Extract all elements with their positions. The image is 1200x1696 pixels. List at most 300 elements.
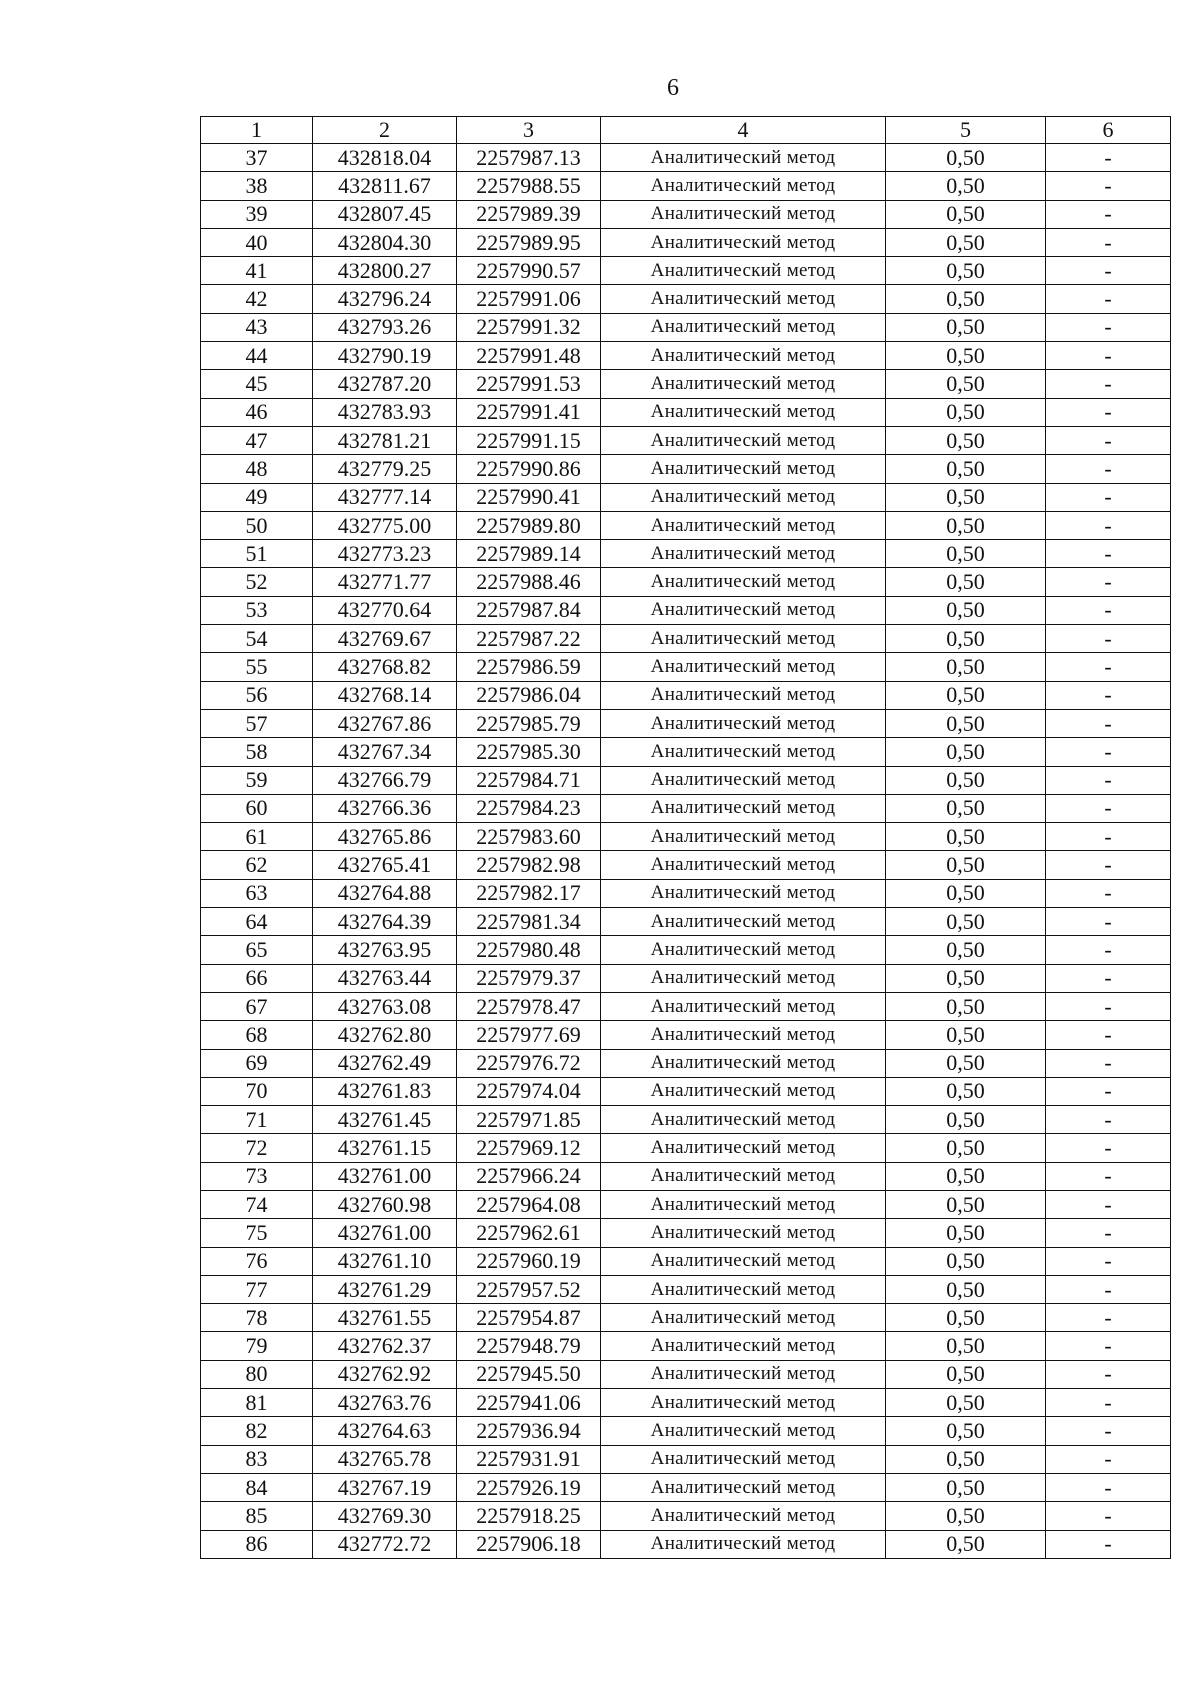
accuracy-cell: 0,50 [886, 455, 1046, 483]
y-coordinate-cell: 2257991.32 [457, 313, 601, 341]
table-row [201, 625, 1171, 653]
accuracy-cell: 0,50 [886, 426, 1046, 454]
x-coordinate-cell: 432761.10 [313, 1247, 457, 1275]
accuracy-cell: 0,50 [886, 794, 1046, 822]
x-coordinate-cell: 432765.41 [313, 851, 457, 879]
y-coordinate-cell: 2257991.15 [457, 426, 601, 454]
point-number-cell: 54 [201, 625, 313, 653]
y-coordinate-cell: 2257983.60 [457, 823, 601, 851]
accuracy-cell: 0,50 [886, 172, 1046, 200]
accuracy-cell: 0,50 [886, 625, 1046, 653]
x-coordinate-cell: 432777.14 [313, 483, 457, 511]
y-coordinate-cell: 2257957.52 [457, 1275, 601, 1303]
x-coordinate-cell: 432762.37 [313, 1332, 457, 1360]
method-cell: Аналитический метод [601, 1445, 886, 1473]
table-row [201, 1360, 1171, 1388]
x-coordinate-cell: 432761.55 [313, 1304, 457, 1332]
table-row [201, 1445, 1171, 1473]
y-coordinate-cell: 2257988.55 [457, 172, 601, 200]
note-cell: - [1046, 1134, 1171, 1162]
method-cell: Аналитический метод [601, 1304, 886, 1332]
note-cell: - [1046, 738, 1171, 766]
note-cell: - [1046, 851, 1171, 879]
point-number-cell: 85 [201, 1502, 313, 1530]
y-coordinate-cell: 2257931.91 [457, 1445, 601, 1473]
header-row [201, 117, 1171, 144]
table-body [201, 144, 1171, 1559]
note-cell: - [1046, 1106, 1171, 1134]
y-coordinate-cell: 2257982.98 [457, 851, 601, 879]
point-number-cell: 39 [201, 200, 313, 228]
accuracy-cell: 0,50 [886, 1275, 1046, 1303]
method-cell: Аналитический метод [601, 681, 886, 709]
method-cell: Аналитический метод [601, 426, 886, 454]
table-row [201, 540, 1171, 568]
y-coordinate-cell: 2257989.39 [457, 200, 601, 228]
note-cell: - [1046, 1473, 1171, 1501]
y-coordinate-cell: 2257989.95 [457, 228, 601, 256]
point-number-cell: 70 [201, 1077, 313, 1105]
x-coordinate-cell: 432764.63 [313, 1417, 457, 1445]
note-cell: - [1046, 1332, 1171, 1360]
table-row [201, 794, 1171, 822]
y-coordinate-cell: 2257954.87 [457, 1304, 601, 1332]
accuracy-cell: 0,50 [886, 823, 1046, 851]
y-coordinate-cell: 2257991.41 [457, 398, 601, 426]
x-coordinate-cell: 432781.21 [313, 426, 457, 454]
note-cell: - [1046, 1190, 1171, 1218]
point-number-cell: 67 [201, 992, 313, 1020]
note-cell: - [1046, 1162, 1171, 1190]
x-coordinate-cell: 432769.30 [313, 1502, 457, 1530]
accuracy-cell: 0,50 [886, 1502, 1046, 1530]
accuracy-cell: 0,50 [886, 1162, 1046, 1190]
y-coordinate-cell: 2257941.06 [457, 1389, 601, 1417]
accuracy-cell: 0,50 [886, 851, 1046, 879]
method-cell: Аналитический метод [601, 823, 886, 851]
y-coordinate-cell: 2257978.47 [457, 992, 601, 1020]
accuracy-cell: 0,50 [886, 964, 1046, 992]
method-cell: Аналитический метод [601, 1502, 886, 1530]
y-coordinate-cell: 2257962.61 [457, 1219, 601, 1247]
point-number-cell: 68 [201, 1021, 313, 1049]
note-cell: - [1046, 172, 1171, 200]
accuracy-cell: 0,50 [886, 144, 1046, 172]
note-cell: - [1046, 936, 1171, 964]
y-coordinate-cell: 2257976.72 [457, 1049, 601, 1077]
y-coordinate-cell: 2257986.59 [457, 653, 601, 681]
note-cell: - [1046, 370, 1171, 398]
note-cell: - [1046, 144, 1171, 172]
method-cell: Аналитический метод [601, 228, 886, 256]
accuracy-cell: 0,50 [886, 1332, 1046, 1360]
header-cell: 4 [601, 117, 886, 144]
note-cell: - [1046, 596, 1171, 624]
note-cell: - [1046, 342, 1171, 370]
point-number-cell: 76 [201, 1247, 313, 1275]
x-coordinate-cell: 432762.92 [313, 1360, 457, 1388]
point-number-cell: 38 [201, 172, 313, 200]
note-cell: - [1046, 257, 1171, 285]
point-number-cell: 62 [201, 851, 313, 879]
accuracy-cell: 0,50 [886, 709, 1046, 737]
y-coordinate-cell: 2257966.24 [457, 1162, 601, 1190]
table-row [201, 936, 1171, 964]
point-number-cell: 50 [201, 511, 313, 539]
accuracy-cell: 0,50 [886, 1304, 1046, 1332]
table-row [201, 313, 1171, 341]
y-coordinate-cell: 2257991.48 [457, 342, 601, 370]
note-cell: - [1046, 455, 1171, 483]
point-number-cell: 47 [201, 426, 313, 454]
table-row [201, 1389, 1171, 1417]
note-cell: - [1046, 1275, 1171, 1303]
x-coordinate-cell: 432766.79 [313, 766, 457, 794]
accuracy-cell: 0,50 [886, 936, 1046, 964]
method-cell: Аналитический метод [601, 200, 886, 228]
y-coordinate-cell: 2257989.80 [457, 511, 601, 539]
note-cell: - [1046, 879, 1171, 907]
method-cell: Аналитический метод [601, 455, 886, 483]
y-coordinate-cell: 2257985.79 [457, 709, 601, 737]
y-coordinate-cell: 2257991.53 [457, 370, 601, 398]
point-number-cell: 53 [201, 596, 313, 624]
table-row [201, 1304, 1171, 1332]
table-row [201, 709, 1171, 737]
table-row [201, 511, 1171, 539]
accuracy-cell: 0,50 [886, 992, 1046, 1020]
point-number-cell: 52 [201, 568, 313, 596]
header-cell: 1 [201, 117, 313, 144]
table-row [201, 1473, 1171, 1501]
table-row [201, 596, 1171, 624]
table-row [201, 455, 1171, 483]
y-coordinate-cell: 2257981.34 [457, 908, 601, 936]
y-coordinate-cell: 2257985.30 [457, 738, 601, 766]
note-cell: - [1046, 1360, 1171, 1388]
table-row [201, 144, 1171, 172]
point-number-cell: 86 [201, 1530, 313, 1558]
method-cell: Аналитический метод [601, 1049, 886, 1077]
point-number-cell: 46 [201, 398, 313, 426]
note-cell: - [1046, 1219, 1171, 1247]
point-number-cell: 58 [201, 738, 313, 766]
table-row [201, 426, 1171, 454]
accuracy-cell: 0,50 [886, 540, 1046, 568]
accuracy-cell: 0,50 [886, 228, 1046, 256]
x-coordinate-cell: 432796.24 [313, 285, 457, 313]
method-cell: Аналитический метод [601, 1021, 886, 1049]
accuracy-cell: 0,50 [886, 1360, 1046, 1388]
x-coordinate-cell: 432773.23 [313, 540, 457, 568]
point-number-cell: 78 [201, 1304, 313, 1332]
accuracy-cell: 0,50 [886, 1389, 1046, 1417]
method-cell: Аналитический метод [601, 483, 886, 511]
accuracy-cell: 0,50 [886, 568, 1046, 596]
x-coordinate-cell: 432764.39 [313, 908, 457, 936]
note-cell: - [1046, 1530, 1171, 1558]
method-cell: Аналитический метод [601, 1162, 886, 1190]
method-cell: Аналитический метод [601, 342, 886, 370]
method-cell: Аналитический метод [601, 851, 886, 879]
accuracy-cell: 0,50 [886, 681, 1046, 709]
y-coordinate-cell: 2257969.12 [457, 1134, 601, 1162]
point-number-cell: 61 [201, 823, 313, 851]
note-cell: - [1046, 1247, 1171, 1275]
y-coordinate-cell: 2257945.50 [457, 1360, 601, 1388]
method-cell: Аналитический метод [601, 1530, 886, 1558]
note-cell: - [1046, 653, 1171, 681]
method-cell: Аналитический метод [601, 653, 886, 681]
table-row [201, 483, 1171, 511]
x-coordinate-cell: 432811.67 [313, 172, 457, 200]
note-cell: - [1046, 1304, 1171, 1332]
note-cell: - [1046, 1502, 1171, 1530]
x-coordinate-cell: 432764.88 [313, 879, 457, 907]
point-number-cell: 63 [201, 879, 313, 907]
y-coordinate-cell: 2257990.57 [457, 257, 601, 285]
table-row [201, 285, 1171, 313]
point-number-cell: 71 [201, 1106, 313, 1134]
table-row [201, 370, 1171, 398]
x-coordinate-cell: 432761.29 [313, 1275, 457, 1303]
method-cell: Аналитический метод [601, 511, 886, 539]
x-coordinate-cell: 432760.98 [313, 1190, 457, 1218]
method-cell: Аналитический метод [601, 568, 886, 596]
method-cell: Аналитический метод [601, 992, 886, 1020]
point-number-cell: 84 [201, 1473, 313, 1501]
method-cell: Аналитический метод [601, 398, 886, 426]
note-cell: - [1046, 681, 1171, 709]
table-row [201, 1332, 1171, 1360]
accuracy-cell: 0,50 [886, 200, 1046, 228]
point-number-cell: 66 [201, 964, 313, 992]
method-cell: Аналитический метод [601, 285, 886, 313]
point-number-cell: 43 [201, 313, 313, 341]
x-coordinate-cell: 432763.76 [313, 1389, 457, 1417]
y-coordinate-cell: 2257971.85 [457, 1106, 601, 1134]
table-row [201, 568, 1171, 596]
x-coordinate-cell: 432761.00 [313, 1162, 457, 1190]
point-number-cell: 64 [201, 908, 313, 936]
accuracy-cell: 0,50 [886, 1134, 1046, 1162]
point-number-cell: 82 [201, 1417, 313, 1445]
accuracy-cell: 0,50 [886, 342, 1046, 370]
x-coordinate-cell: 432772.72 [313, 1530, 457, 1558]
x-coordinate-cell: 432790.19 [313, 342, 457, 370]
method-cell: Аналитический метод [601, 738, 886, 766]
method-cell: Аналитический метод [601, 794, 886, 822]
header-cell: 6 [1046, 117, 1171, 144]
method-cell: Аналитический метод [601, 1219, 886, 1247]
table-row [201, 681, 1171, 709]
point-number-cell: 59 [201, 766, 313, 794]
accuracy-cell: 0,50 [886, 1077, 1046, 1105]
accuracy-cell: 0,50 [886, 285, 1046, 313]
note-cell: - [1046, 483, 1171, 511]
y-coordinate-cell: 2257991.06 [457, 285, 601, 313]
point-number-cell: 83 [201, 1445, 313, 1473]
x-coordinate-cell: 432807.45 [313, 200, 457, 228]
x-coordinate-cell: 432771.77 [313, 568, 457, 596]
table-row [201, 1530, 1171, 1558]
accuracy-cell: 0,50 [886, 766, 1046, 794]
y-coordinate-cell: 2257936.94 [457, 1417, 601, 1445]
x-coordinate-cell: 432767.19 [313, 1473, 457, 1501]
accuracy-cell: 0,50 [886, 1530, 1046, 1558]
method-cell: Аналитический метод [601, 257, 886, 285]
note-cell: - [1046, 709, 1171, 737]
y-coordinate-cell: 2257990.86 [457, 455, 601, 483]
method-cell: Аналитический метод [601, 908, 886, 936]
note-cell: - [1046, 1021, 1171, 1049]
method-cell: Аналитический метод [601, 766, 886, 794]
method-cell: Аналитический метод [601, 1275, 886, 1303]
x-coordinate-cell: 432770.64 [313, 596, 457, 624]
method-cell: Аналитический метод [601, 625, 886, 653]
point-number-cell: 80 [201, 1360, 313, 1388]
point-number-cell: 55 [201, 653, 313, 681]
y-coordinate-cell: 2257986.04 [457, 681, 601, 709]
x-coordinate-cell: 432762.80 [313, 1021, 457, 1049]
y-coordinate-cell: 2257926.19 [457, 1473, 601, 1501]
table-row [201, 964, 1171, 992]
table-row [201, 1077, 1171, 1105]
y-coordinate-cell: 2257960.19 [457, 1247, 601, 1275]
note-cell: - [1046, 823, 1171, 851]
y-coordinate-cell: 2257988.46 [457, 568, 601, 596]
x-coordinate-cell: 432763.44 [313, 964, 457, 992]
point-number-cell: 77 [201, 1275, 313, 1303]
x-coordinate-cell: 432783.93 [313, 398, 457, 426]
x-coordinate-cell: 432793.26 [313, 313, 457, 341]
table-row [201, 1219, 1171, 1247]
x-coordinate-cell: 432768.14 [313, 681, 457, 709]
note-cell: - [1046, 964, 1171, 992]
note-cell: - [1046, 1049, 1171, 1077]
x-coordinate-cell: 432765.78 [313, 1445, 457, 1473]
x-coordinate-cell: 432767.86 [313, 709, 457, 737]
accuracy-cell: 0,50 [886, 1445, 1046, 1473]
y-coordinate-cell: 2257980.48 [457, 936, 601, 964]
table-row [201, 1134, 1171, 1162]
table-row [201, 908, 1171, 936]
y-coordinate-cell: 2257990.41 [457, 483, 601, 511]
point-number-cell: 69 [201, 1049, 313, 1077]
method-cell: Аналитический метод [601, 1473, 886, 1501]
table-row [201, 1275, 1171, 1303]
accuracy-cell: 0,50 [886, 879, 1046, 907]
x-coordinate-cell: 432761.83 [313, 1077, 457, 1105]
note-cell: - [1046, 568, 1171, 596]
x-coordinate-cell: 432766.36 [313, 794, 457, 822]
note-cell: - [1046, 426, 1171, 454]
table-row [201, 1190, 1171, 1218]
point-number-cell: 60 [201, 794, 313, 822]
note-cell: - [1046, 1389, 1171, 1417]
table-row [201, 200, 1171, 228]
x-coordinate-cell: 432762.49 [313, 1049, 457, 1077]
accuracy-cell: 0,50 [886, 313, 1046, 341]
table-row [201, 653, 1171, 681]
accuracy-cell: 0,50 [886, 596, 1046, 624]
y-coordinate-cell: 2257984.71 [457, 766, 601, 794]
table-row [201, 823, 1171, 851]
method-cell: Аналитический метод [601, 1106, 886, 1134]
x-coordinate-cell: 432779.25 [313, 455, 457, 483]
method-cell: Аналитический метод [601, 1134, 886, 1162]
point-number-cell: 40 [201, 228, 313, 256]
point-number-cell: 57 [201, 709, 313, 737]
header-cell: 2 [313, 117, 457, 144]
accuracy-cell: 0,50 [886, 398, 1046, 426]
method-cell: Аналитический метод [601, 144, 886, 172]
x-coordinate-cell: 432767.34 [313, 738, 457, 766]
y-coordinate-cell: 2257982.17 [457, 879, 601, 907]
point-number-cell: 41 [201, 257, 313, 285]
x-coordinate-cell: 432787.20 [313, 370, 457, 398]
x-coordinate-cell: 432768.82 [313, 653, 457, 681]
method-cell: Аналитический метод [601, 1077, 886, 1105]
accuracy-cell: 0,50 [886, 1190, 1046, 1218]
x-coordinate-cell: 432761.00 [313, 1219, 457, 1247]
table-row [201, 1247, 1171, 1275]
y-coordinate-cell: 2257987.13 [457, 144, 601, 172]
point-number-cell: 74 [201, 1190, 313, 1218]
note-cell: - [1046, 992, 1171, 1020]
method-cell: Аналитический метод [601, 964, 886, 992]
point-number-cell: 79 [201, 1332, 313, 1360]
y-coordinate-cell: 2257989.14 [457, 540, 601, 568]
table-row [201, 1502, 1171, 1530]
point-number-cell: 81 [201, 1389, 313, 1417]
table-row [201, 738, 1171, 766]
note-cell: - [1046, 1417, 1171, 1445]
method-cell: Аналитический метод [601, 709, 886, 737]
accuracy-cell: 0,50 [886, 1473, 1046, 1501]
note-cell: - [1046, 794, 1171, 822]
table-row [201, 992, 1171, 1020]
y-coordinate-cell: 2257984.23 [457, 794, 601, 822]
point-number-cell: 44 [201, 342, 313, 370]
method-cell: Аналитический метод [601, 1389, 886, 1417]
note-cell: - [1046, 511, 1171, 539]
table-row [201, 1049, 1171, 1077]
x-coordinate-cell: 432763.08 [313, 992, 457, 1020]
table-row [201, 228, 1171, 256]
table-row [201, 257, 1171, 285]
method-cell: Аналитический метод [601, 172, 886, 200]
x-coordinate-cell: 432769.67 [313, 625, 457, 653]
point-number-cell: 37 [201, 144, 313, 172]
accuracy-cell: 0,50 [886, 1106, 1046, 1134]
note-cell: - [1046, 1077, 1171, 1105]
method-cell: Аналитический метод [601, 1247, 886, 1275]
point-number-cell: 56 [201, 681, 313, 709]
x-coordinate-cell: 432761.45 [313, 1106, 457, 1134]
table-row [201, 172, 1171, 200]
x-coordinate-cell: 432804.30 [313, 228, 457, 256]
x-coordinate-cell: 432775.00 [313, 511, 457, 539]
point-number-cell: 51 [201, 540, 313, 568]
table-row [201, 851, 1171, 879]
accuracy-cell: 0,50 [886, 1021, 1046, 1049]
table-row [201, 1162, 1171, 1190]
note-cell: - [1046, 1445, 1171, 1473]
accuracy-cell: 0,50 [886, 908, 1046, 936]
point-number-cell: 48 [201, 455, 313, 483]
note-cell: - [1046, 908, 1171, 936]
